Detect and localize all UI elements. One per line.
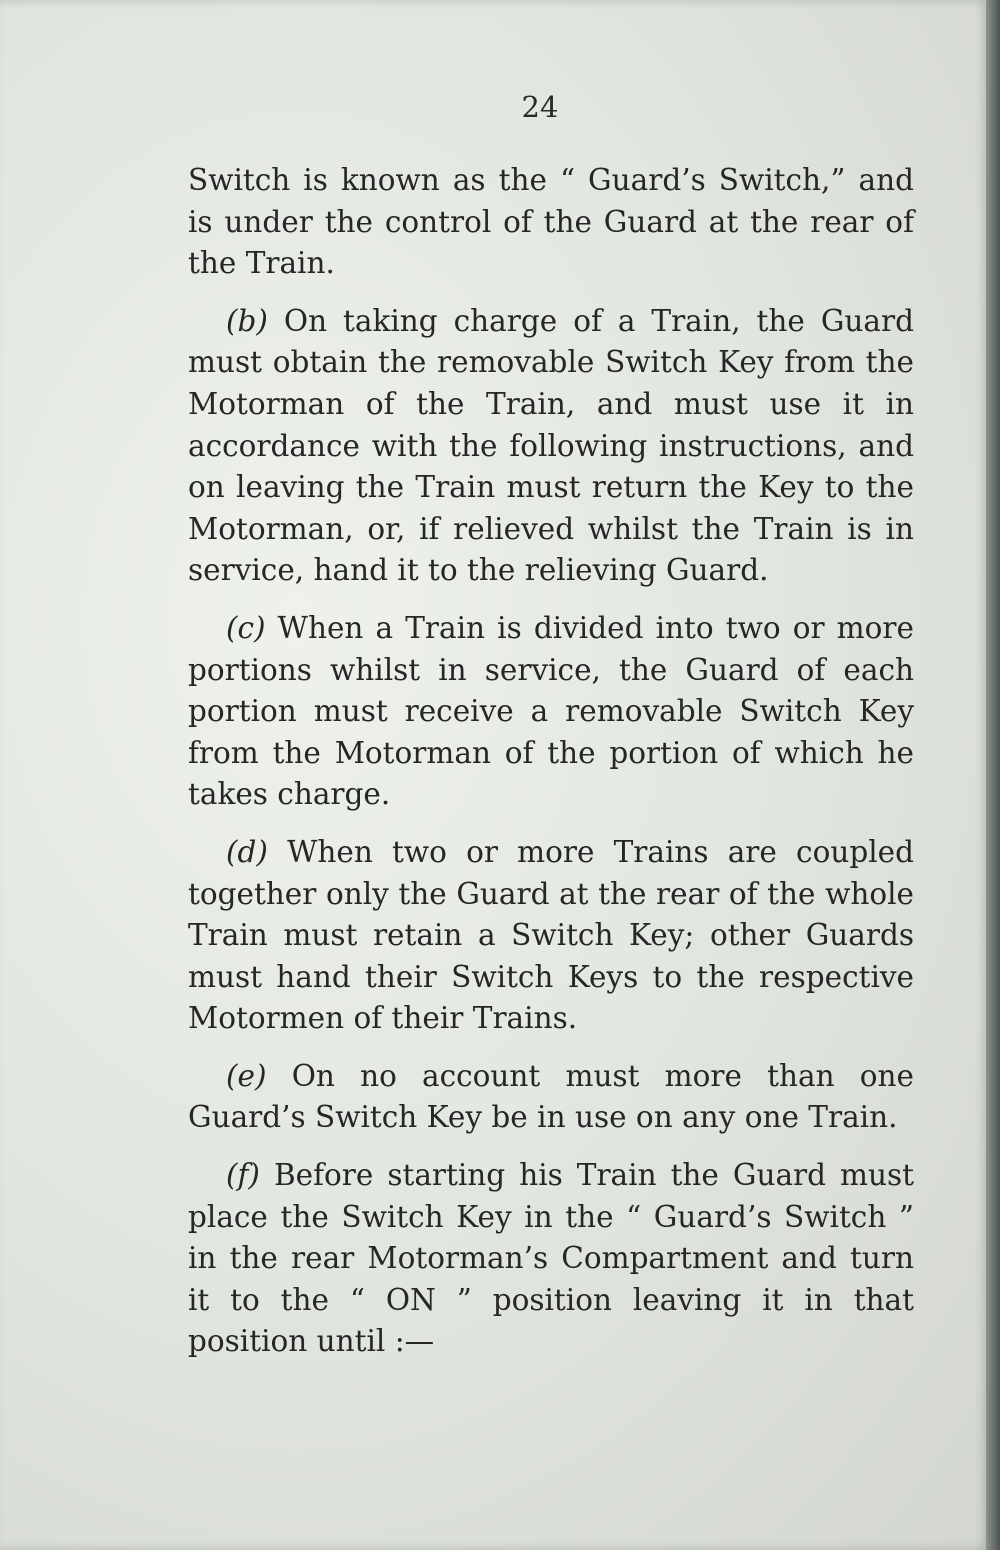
- body-text: [188, 160, 914, 1379]
- paragraph-text: On no account must more than one Guard’s Switch Key be in use on any one Train.: [188, 1058, 914, 1135]
- page-edge-shadow: [986, 0, 1000, 1550]
- paragraph-continuation: [188, 160, 914, 285]
- paragraph-text: On taking charge of a Train, the Guard must obtain the removable Switch Key from the Motorman of the Train, and must use it in accordance with the following instructions, and on leaving the Train must return the Key to the Motorman, or, if relieved whilst the Train is in service, hand it to the relieving Guard.: [188, 303, 914, 588]
- paragraph-e: [188, 1056, 914, 1139]
- paragraph-d: [188, 832, 914, 1040]
- paragraph-label: (e): [226, 1058, 267, 1093]
- page-number: 24: [521, 90, 559, 124]
- paragraph-text: Switch is known as the “ Guard’s Switch,” and is under the control of the Guard at the rear of the Train.: [188, 163, 914, 281]
- paragraph-text: Before starting his Train the Guard must place the Switch Key in the “ Guard’s Switch ” in the rear Motorman’s Compartment and turn it to the “ ON ” position leaving it in that position until :—: [188, 1158, 914, 1359]
- paragraph-label: (b): [226, 303, 268, 338]
- paragraph-text: When a Train is divided into two or more portions whilst in service, the Guard of each portion must receive a removable Switch Key from the Motorman of the portion of which he takes charge.: [188, 610, 914, 812]
- paragraph-label: (f): [226, 1158, 260, 1193]
- paragraph-f: [188, 1155, 914, 1363]
- paragraph-label: (c): [226, 610, 266, 645]
- paragraph-b: [188, 301, 914, 592]
- paragraph-c: [188, 608, 914, 816]
- paragraph-label: (d): [226, 834, 268, 869]
- paragraph-text: When two or more Trains are coupled together only the Guard at the rear of the whole Train must retain a Switch Key; other Guards must hand their Switch Keys to the respective Motormen of their Trains.: [188, 834, 914, 1036]
